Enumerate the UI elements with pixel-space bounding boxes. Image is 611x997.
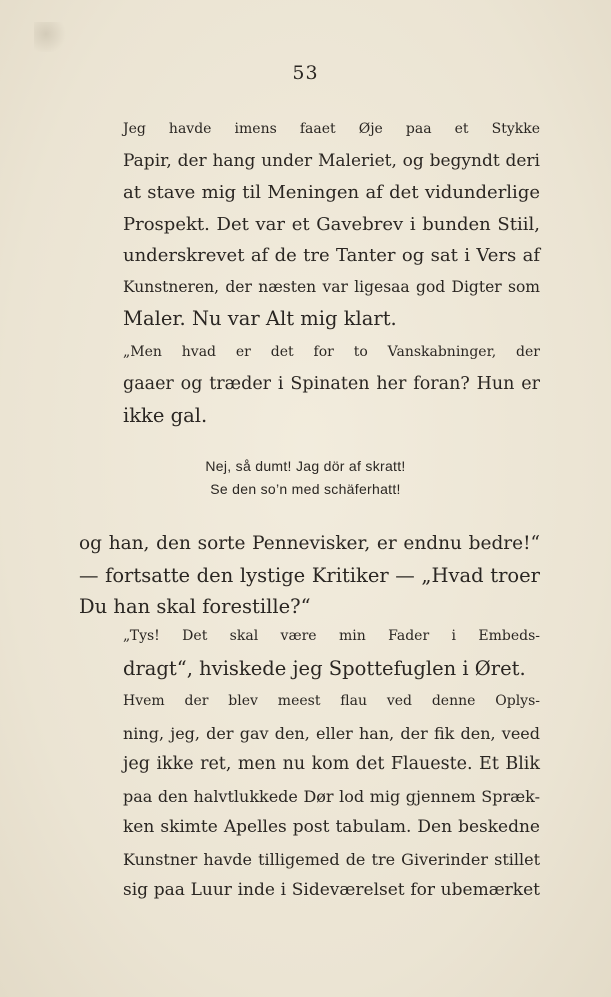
text-line: Kunstneren, der næsten var ligesaa god Digter som (123, 277, 540, 296)
text-line: ken skimte Apelles post tabulam. Den beskedne (123, 817, 540, 837)
text-line: „Tys! Det skal være min Fader i Embeds- (123, 628, 540, 644)
paragraph-1 (79, 114, 540, 335)
text-line: Hvem der blev meest flau ved denne Oplys- (123, 693, 540, 709)
text-line: at stave mig til Meningen af det vidunderlige (123, 182, 540, 203)
text-line: ning, jeg, der gav den, eller han, der fik den, veed (123, 723, 540, 743)
text-line: Prospekt. Det var et Gavebrev i bunden Stiil, (123, 213, 540, 235)
text-line: „Men hvad er det for to Vanskabninger, der (123, 344, 540, 360)
paragraph-4 (79, 621, 540, 684)
text-line: Kunstner havde tilligemed de tre Giverinder stillet (123, 849, 540, 869)
verse-line: Nej, så dumt! Jag dör af skratt! (205, 458, 406, 474)
text-line: jeg ikke ret, men nu kom det Flaueste. Et Blik (123, 754, 540, 774)
paragraph-5 (79, 686, 540, 907)
page-number: 53 (292, 62, 319, 84)
paper-stain (34, 22, 74, 52)
text-line: dragt“, hviskede jeg Spottefuglen i Øret. (123, 656, 526, 680)
text-line: — fortsatte den lystige Kritiker — „Hvad troer (79, 563, 540, 587)
text-line: underskrevet af de tre Tanter og sat i Vers af (123, 245, 540, 266)
text-line: og han, den sorte Pennevisker, er endnu bedre!“ (79, 533, 540, 554)
text-line: Papir, der hang under Maleriet, og begyndt deri (123, 150, 540, 171)
text-line: ikke gal. (123, 404, 208, 427)
text-line: Du han skal forestille?“ (79, 595, 311, 618)
text-line: gaaer og træder i Spinaten her foran? Hun er (123, 373, 540, 394)
text-line: paa den halvtlukkede Dør lod mig gjennem Spræk- (123, 786, 540, 806)
paragraph-3 (79, 528, 540, 623)
verse-line: Se den so’n med schäferhatt! (210, 481, 401, 497)
text-line: Maler. Nu var Alt mig klart. (123, 307, 397, 330)
paragraph-2 (79, 337, 540, 432)
quoted-verse (0, 455, 611, 501)
text-line: Jeg havde imens faaet Øje paa et Stykke (123, 121, 540, 137)
text-line: sig paa Luur inde i Sideværelset for ubemærket (123, 880, 540, 900)
